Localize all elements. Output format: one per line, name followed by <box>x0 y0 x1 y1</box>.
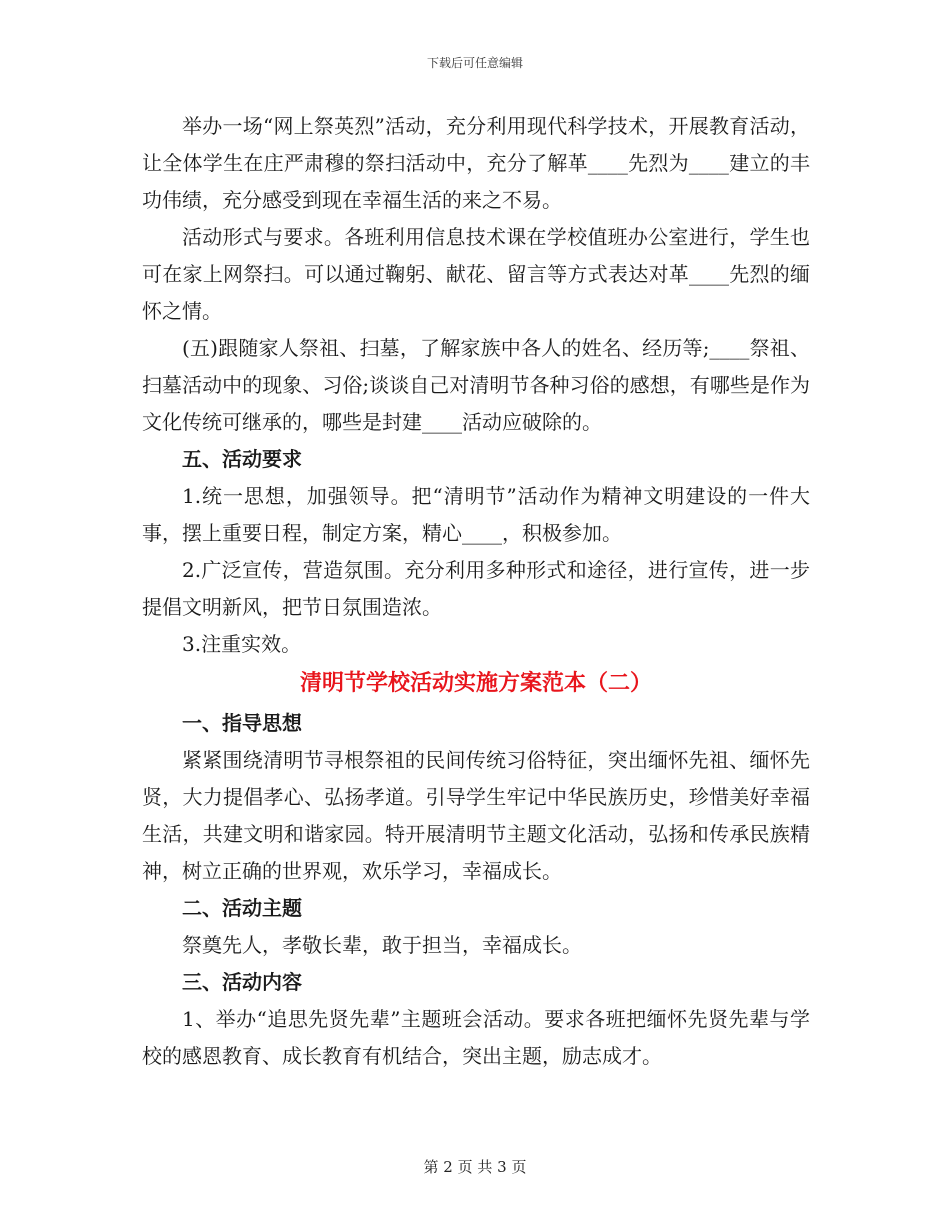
page-footer: 第 2 页 共 3 页 <box>423 1158 527 1176</box>
paragraph: 举办一场“网上祭英烈”活动，充分利用现代科学技术，开展教育活动，让全体学生在庄严肃穆的祭扫活动中，充分了解革____先烈为____建立的丰功伟绩，充分感受到现在幸福生活的来之不易。 <box>142 114 810 212</box>
paragraph: 紧紧围绕清明节寻根祭祖的民间传统习俗特征，突出缅怀先祖、缅怀先贤，大力提倡孝心、弘扬孝道。引导学生牢记中华民族历史，珍惜美好幸福生活，共建文明和谐家园。特开展清明节主题文化活动，弘扬和传承民族精神，树立正确的世界观，欢乐学习，幸福成长。 <box>142 748 810 883</box>
paragraph: 1.统一思想，加强领导。把“清明节”活动作为精神文明建设的一件大事，摆上重要日程，制定方案，精心____，积极参加。 <box>142 484 810 545</box>
section-heading: 五、活动要求 <box>182 447 302 471</box>
paragraph: 1、举办“追思先贤先辈”主题班会活动。要求各班把缅怀先贤先辈与学校的感恩教育、成长教育有机结合，突出主题，励志成才。 <box>142 1007 810 1068</box>
document-body <box>142 108 810 1075</box>
paragraph: 3.注重实效。 <box>182 632 302 656</box>
section-heading: 三、活动内容 <box>182 970 302 994</box>
paragraph: 2.广泛宣传，营造氛围。充分利用多种形式和途径，进行宣传，进一步提倡文明新风，把节日氛围造浓。 <box>142 558 810 619</box>
page-header: 下载后可任意编辑 <box>426 56 523 70</box>
document-title: 清明节学校活动实施方案范本（二） <box>299 671 652 696</box>
section-heading: 二、活动主题 <box>182 896 302 920</box>
paragraph: 活动形式与要求。各班利用信息技术课在学校值班办公室进行，学生也可在家上网祭扫。可以通过鞠躬、献花、留言等方式表达对革____先烈的缅怀之情。 <box>142 225 810 323</box>
paragraph: 祭奠先人，孝敬长辈，敢于担当，幸福成长。 <box>182 933 582 957</box>
paragraph: (五)跟随家人祭祖、扫墓，了解家族中各人的姓名、经历等;____祭祖、扫墓活动中的现象、习俗;谈谈自己对清明节各种习俗的感想，有哪些是作为文化传统可继承的，哪些是封建____活动应破除的。 <box>142 336 810 434</box>
section-heading: 一、指导思想 <box>182 711 302 735</box>
